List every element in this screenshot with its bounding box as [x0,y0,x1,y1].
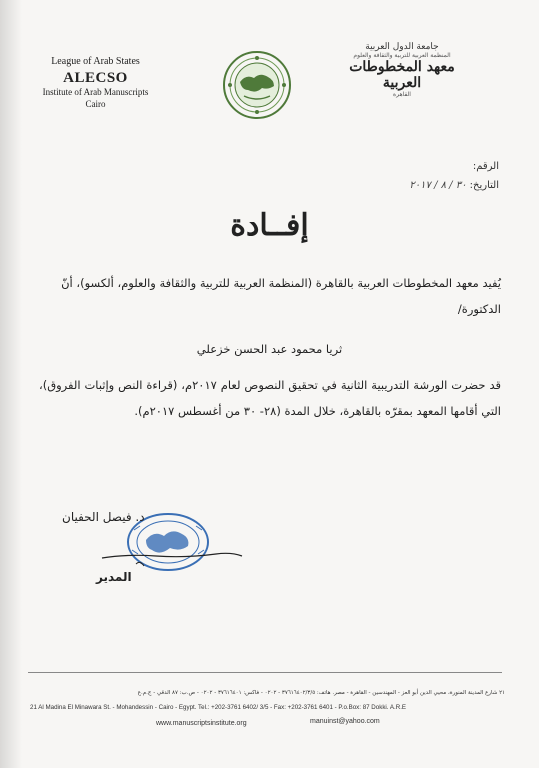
institute-name: Institute of Arab Manuscripts [42,87,149,98]
date-value: ٣٠ / ٨ / ٢٠١٧ [409,180,467,191]
english-letterhead [28,56,163,110]
footer-address-english [30,704,510,711]
document-title: إفــادة [230,208,309,243]
arabic-letterhead [342,42,462,98]
footer-address-arabic: ٢١ شارع المدينة المنورة، محيي الدين أبو العز - المهندسين - القاهرة - مصر. هاتف: ٣٧٦١٦٤٠٢/٣/٥ - ٠٢٠٢ - فاكس: ٣٧٦١٦٤٠١ - ٠٢٠٢ - ص.ب: ٨٧ الدقي - ج.م.ع [137,690,505,696]
arab-league-name: جامعة الدول العربية [365,42,439,52]
alecso-name: ALECSO [63,69,128,86]
footer-address-english-text: 21 Al Madina El Minawara St. - Mohandessin - Cairo - Egypt. Tel.: +202-3761 6402/ 3/5 - Fax: +202-3761 6401 - P.o.Box: 87 Dokki. A.R.E [30,704,407,711]
alecso-arabic-name: المنظمة العربية للتربية والثقافة والعلوم [353,52,451,59]
institute-arabic-name: معهد المخطوطات العربية [349,59,455,91]
footer-website: www.manuscriptsinstitute.org [156,720,247,727]
signatory-title: المدير [96,570,132,584]
footer-email: manuinst@yahoo.com [310,718,380,725]
city-name: Cairo [85,98,106,109]
reference-block [409,157,499,195]
footer-divider [28,672,502,673]
statement-paragraph: قد حضرت الورشة التدريبية الثانية في تحقيق النصوص لعام ٢٠١٧م، (قراءة النص وإثبات الفروق)، التي أقامها المعهد بمقرّه بالقاهرة، خلال المدة (٢٨- ٣٠ من أغسطس ٢٠١٧م). [39,378,501,419]
page-edge-shadow [0,0,22,768]
city-arabic-name: القاهرة [393,91,411,98]
number-label: الرقم: [472,161,499,172]
date-label: التاريخ: [469,180,499,191]
institute-logo-icon [222,50,292,120]
intro-paragraph: يُفيد معهد المخطوطات العربية بالقاهرة (المنظمة العربية للتربية والثقافة والعلوم، ألكسو)، أنّ الدكتورة/ [61,276,501,317]
reference-date [409,176,499,195]
signatory-name: د. فيصل الحفيان [62,510,145,524]
org-name: League of Arab States [51,56,140,67]
recipient-name: ثريا محمود عبد الحسن خزعلي [196,342,343,356]
reference-number [409,157,499,176]
